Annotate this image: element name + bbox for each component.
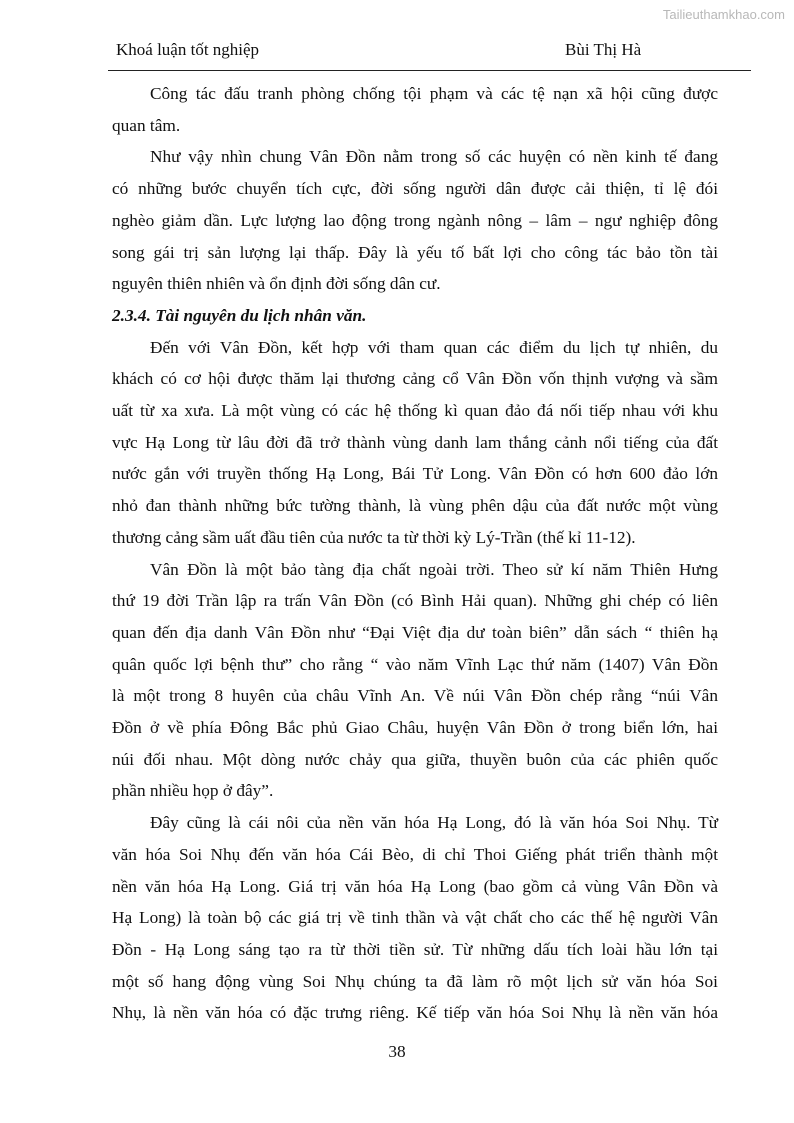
text-line: nước gắn với truyền thống Hạ Long, Bái Tử Long. Vân Đồn có hơn 600 đảo lớn — [112, 464, 718, 484]
text-line: Như vậy nhìn chung Vân Đồn nằm trong số các huyện có nền kinh tế đang — [150, 147, 718, 167]
text-line: khách có cơ hội được thăm lại thương cảng cổ Vân Đồn vốn thịnh vượng và sầm — [112, 369, 718, 389]
paragraph — [112, 78, 718, 141]
text-line: Đồn ở về phía Đông Bắc phủ Giao Châu, huyện Vân Đồn ở trong biển lớn, hai — [112, 718, 718, 738]
text-line: Đồn - Hạ Long sáng tạo ra từ thời tiền sử. Từ những dấu tích loài hầu lớn tại — [112, 939, 718, 959]
text-line: Vân Đồn là một bảo tàng địa chất ngoài trời. Theo sử kí năm Thiên Hưng — [150, 559, 718, 579]
header-title: Khoá luận tốt nghiệp — [116, 40, 260, 59]
text-line: là một trong 8 huyên của châu Vĩnh An. Về núi Vân Đồn chép rằng “núi Vân — [112, 686, 718, 706]
text-line: Công tác đấu tranh phòng chống tội phạm và các tệ nạn xã hội cũng được — [150, 84, 718, 103]
text-line: quan tâm. — [112, 115, 181, 135]
header-author: Bùi Thị Hà — [565, 40, 642, 59]
text-line: thứ 19 đời Trần lập ra trấn Vân Đồn (có Bình Hải quan). Những ghi chép có liên — [112, 591, 718, 611]
watermark: Tailieuthamkhao.com — [662, 7, 785, 22]
text-line: quan đến địa danh Vân Đồn như “Đại Việt địa dư toàn biên” dẫn sách “ thiên hạ — [112, 622, 718, 642]
text-line: có những bước chuyển tích cực, đời sống người dân được cải thiện, tỉ lệ đói — [112, 179, 718, 199]
text-line: một số hang động vùng Soi Nhụ chúng ta đã làm rõ một lịch sử văn hóa Soi — [112, 971, 718, 991]
page-header — [110, 40, 752, 62]
document-body — [112, 78, 718, 1029]
text-line: thương cảng sầm uất đầu tiên của nước ta từ thời kỳ Lý-Trần (thế kỉ 11-12). — [112, 527, 636, 547]
paragraph — [112, 332, 718, 554]
text-line: Nhụ, là nền văn hóa có đặc trưng riêng. Kế tiếp văn hóa Soi Nhụ là nền văn hóa — [112, 1003, 718, 1023]
text-line: nguyên thiên nhiên và ổn định đời sống dân cư. — [112, 274, 441, 294]
text-line: phần nhiều họp ở đây”. — [112, 781, 274, 801]
section-heading: 2.3.4. Tài nguyên du lịch nhân văn. — [112, 305, 367, 325]
text-line: nhỏ đan thành những bức tường thành, là vùng phên dậu của đất nước một vùng — [112, 496, 718, 516]
text-line: quân quốc lợi bệnh thư” cho rằng “ vào năm Vĩnh Lạc thứ năm (1407) Vân Đồn — [112, 654, 718, 674]
text-line: Đến với Vân Đồn, kết hợp với tham quan các điểm du lịch tự nhiên, du — [150, 337, 718, 357]
text-line: vực Hạ Long từ lâu đời đã trở thành vùng danh lam thắng cảnh nổi tiếng của đất — [112, 432, 718, 452]
text-line: nền văn hóa Hạ Long. Giá trị văn hóa Hạ Long (bao gồm cả vùng Vân Đồn và — [112, 876, 718, 896]
paragraph — [112, 141, 718, 300]
text-line: Đây cũng là cái nôi của nền văn hóa Hạ Long, đó là văn hóa Soi Nhụ. Từ — [150, 813, 718, 833]
text-line: song gái trị sản lượng lại thấp. Đây là yếu tố bất lợi cho công tác bảo tồn tài — [112, 242, 718, 262]
text-line: núi đối nhau. Một dòng nước chảy qua giữa, thuyền buôn của các phiên quốc — [112, 749, 718, 769]
page-number: 38 — [388, 1042, 406, 1061]
header-rule — [108, 70, 751, 71]
text-line: uất từ xa xưa. Là một vùng có các hệ thống kì quan đảo đá nối tiếp nhau với khu — [112, 401, 718, 421]
paragraph — [112, 807, 718, 1029]
text-line: nghèo giảm dần. Lực lượng lao động trong ngành nông – lâm – ngư nghiệp đông — [112, 210, 718, 230]
paragraph — [112, 554, 718, 808]
text-line: Hạ Long) là toàn bộ các giá trị về tinh thần và vật chất cho các thế hệ người Vân — [112, 908, 718, 928]
text-line: văn hóa Soi Nhụ đến văn hóa Cái Bèo, di chỉ Thoi Giếng phát triển thành một — [112, 844, 718, 864]
